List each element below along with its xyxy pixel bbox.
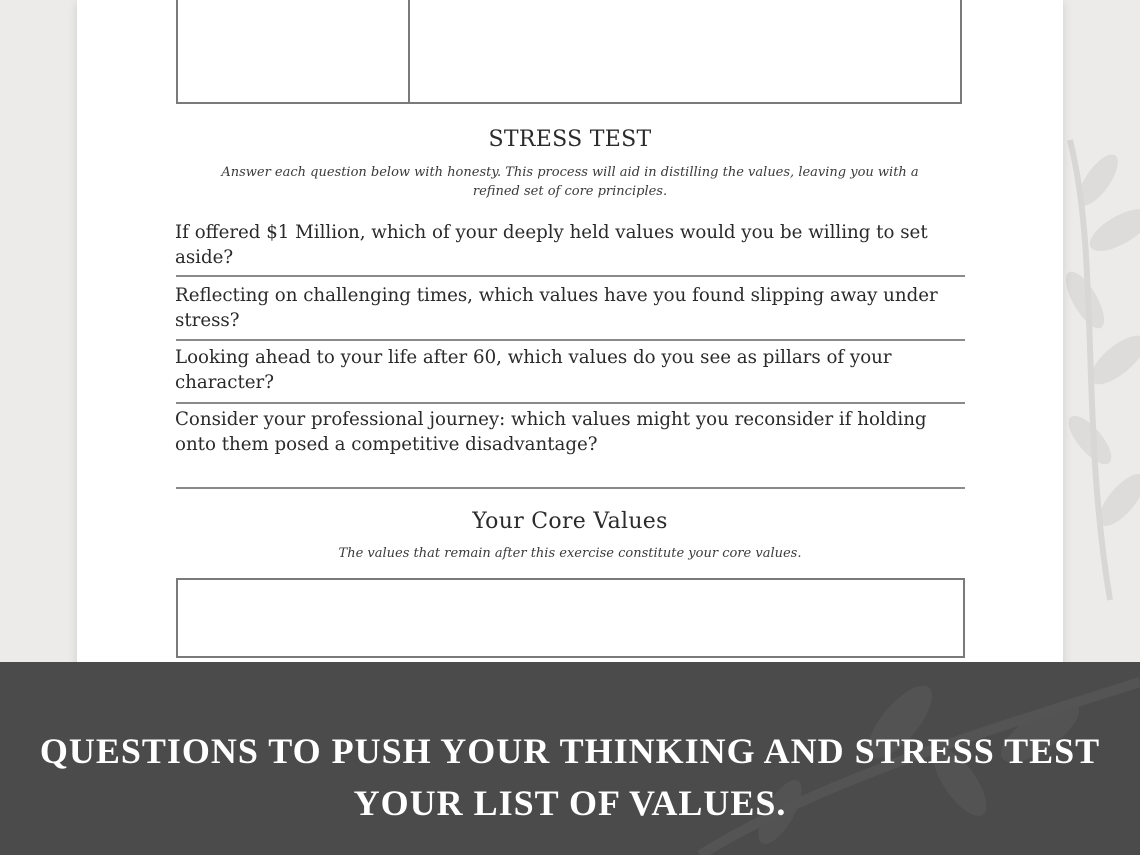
- question-1: If offered $1 Million, which of your deeply held values would you be willing to set aside?: [175, 222, 928, 268]
- answer-line-3[interactable]: [176, 402, 965, 404]
- answer-line-1[interactable]: [176, 275, 965, 277]
- question-2: Reflecting on challenging times, which values have you found slipping away under stress?: [175, 285, 938, 331]
- question-3: Looking ahead to your life after 60, which values do you see as pillars of your character?: [175, 347, 892, 393]
- previous-section-table: [176, 0, 962, 104]
- banner-caption: QUESTIONS TO PUSH YOUR THINKING AND STRESS TEST YOUR LIST OF VALUES.: [39, 731, 1101, 823]
- table-column-divider: [408, 0, 410, 102]
- answer-line-4[interactable]: [176, 487, 965, 489]
- core-values-input-box[interactable]: [176, 578, 965, 658]
- question-4: Consider your professional journey: which values might you reconsider if holding onto them posed a competitive disadvantage?: [175, 409, 927, 455]
- stress-test-instructions: Answer each question below with honesty. This process will aid in distilling the values, leaving you with a refined set of core principles.: [221, 165, 919, 199]
- worksheet-page: [77, 0, 1063, 692]
- stress-test-heading: STRESS TEST: [488, 127, 652, 152]
- core-values-heading: Your Core Values: [472, 509, 668, 534]
- answer-line-2[interactable]: [176, 339, 965, 341]
- core-values-instructions: The values that remain after this exercise constitute your core values.: [338, 546, 802, 561]
